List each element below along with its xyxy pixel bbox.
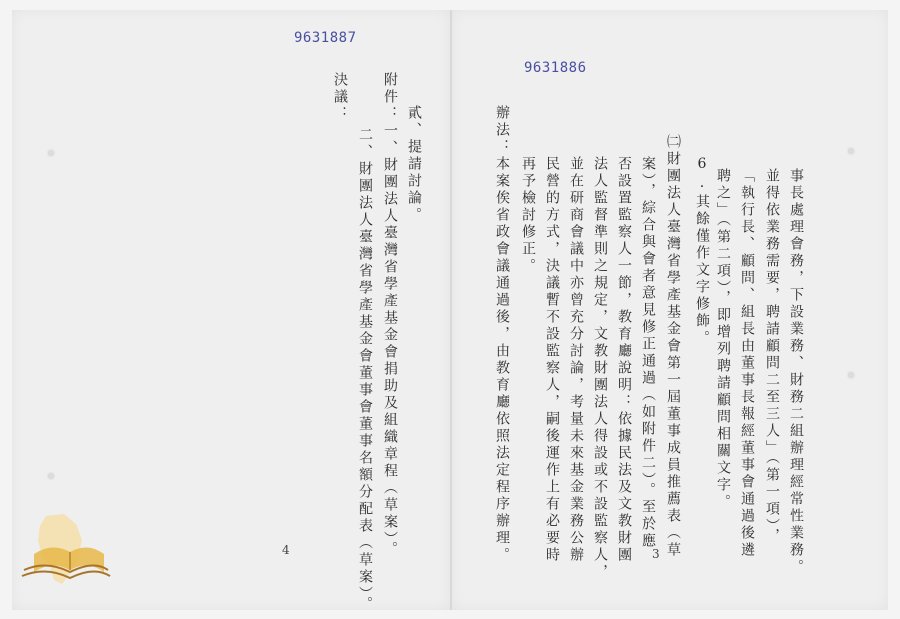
text-column: 並在研商會議中亦曾充分討論，考量未來基金業務公辦 bbox=[568, 156, 584, 564]
right-page bbox=[452, 10, 888, 610]
text-column: 再予檢討修正。 bbox=[520, 156, 536, 275]
resolution-label: 決議： bbox=[332, 72, 348, 123]
attachment-line: 附件：一、財團法人臺灣省學產基金會捐助及組織章程（草案）。 bbox=[382, 72, 398, 558]
text-column: 並得依業務需要，聘請顧問二至三人」（第一項）， bbox=[764, 168, 780, 545]
text-column: 案），綜合與會者意見修正通過（如附件二）。至於應 bbox=[640, 156, 656, 550]
text-column: 辦法：本案俟省政會議通過後，由教育廳依照法定程序辦理。 bbox=[494, 105, 510, 564]
punch-hole bbox=[48, 473, 54, 479]
text-column: ㈡財團法人臺灣省學產基金會第一屆董事成員推薦表（草 bbox=[665, 134, 681, 559]
document-number-stamp: 9631887 bbox=[294, 30, 357, 46]
punch-hole bbox=[848, 148, 854, 154]
text-column: 民營的方式，決議暫不設監察人，嗣後運作上有必要時 bbox=[544, 156, 560, 564]
text-column: 事長處理會務，下設業務、財務二組辦理經常性業務。 bbox=[788, 168, 804, 576]
page-number: 3 bbox=[652, 547, 660, 561]
text-column: 否設置監察人一節，教育廳說明：依據民法及文教財團 bbox=[616, 156, 632, 564]
punch-hole bbox=[848, 372, 854, 378]
text-column: 法人監督準則之規定，文教財團法人得設或不設監察人， bbox=[592, 156, 608, 581]
section-heading: 貳、提請討論。 bbox=[406, 105, 422, 224]
text-column: 「執行長、顧問、組長由董事長報經董事會通過後遴 bbox=[739, 168, 755, 559]
page-number: 4 bbox=[282, 543, 290, 557]
punch-hole bbox=[48, 150, 54, 156]
archive-logo-icon bbox=[16, 510, 111, 594]
text-column: 6.其餘僅作文字修飾。 bbox=[694, 156, 710, 347]
text-column: 聘之」（第二項），即增列聘請顧問相關文字。 bbox=[715, 168, 731, 511]
document-number-stamp: 9631886 bbox=[524, 60, 587, 76]
attachment-line: 二、財團法人臺灣省學產基金會董事會董事名額分配表（草案）。 bbox=[357, 127, 373, 613]
